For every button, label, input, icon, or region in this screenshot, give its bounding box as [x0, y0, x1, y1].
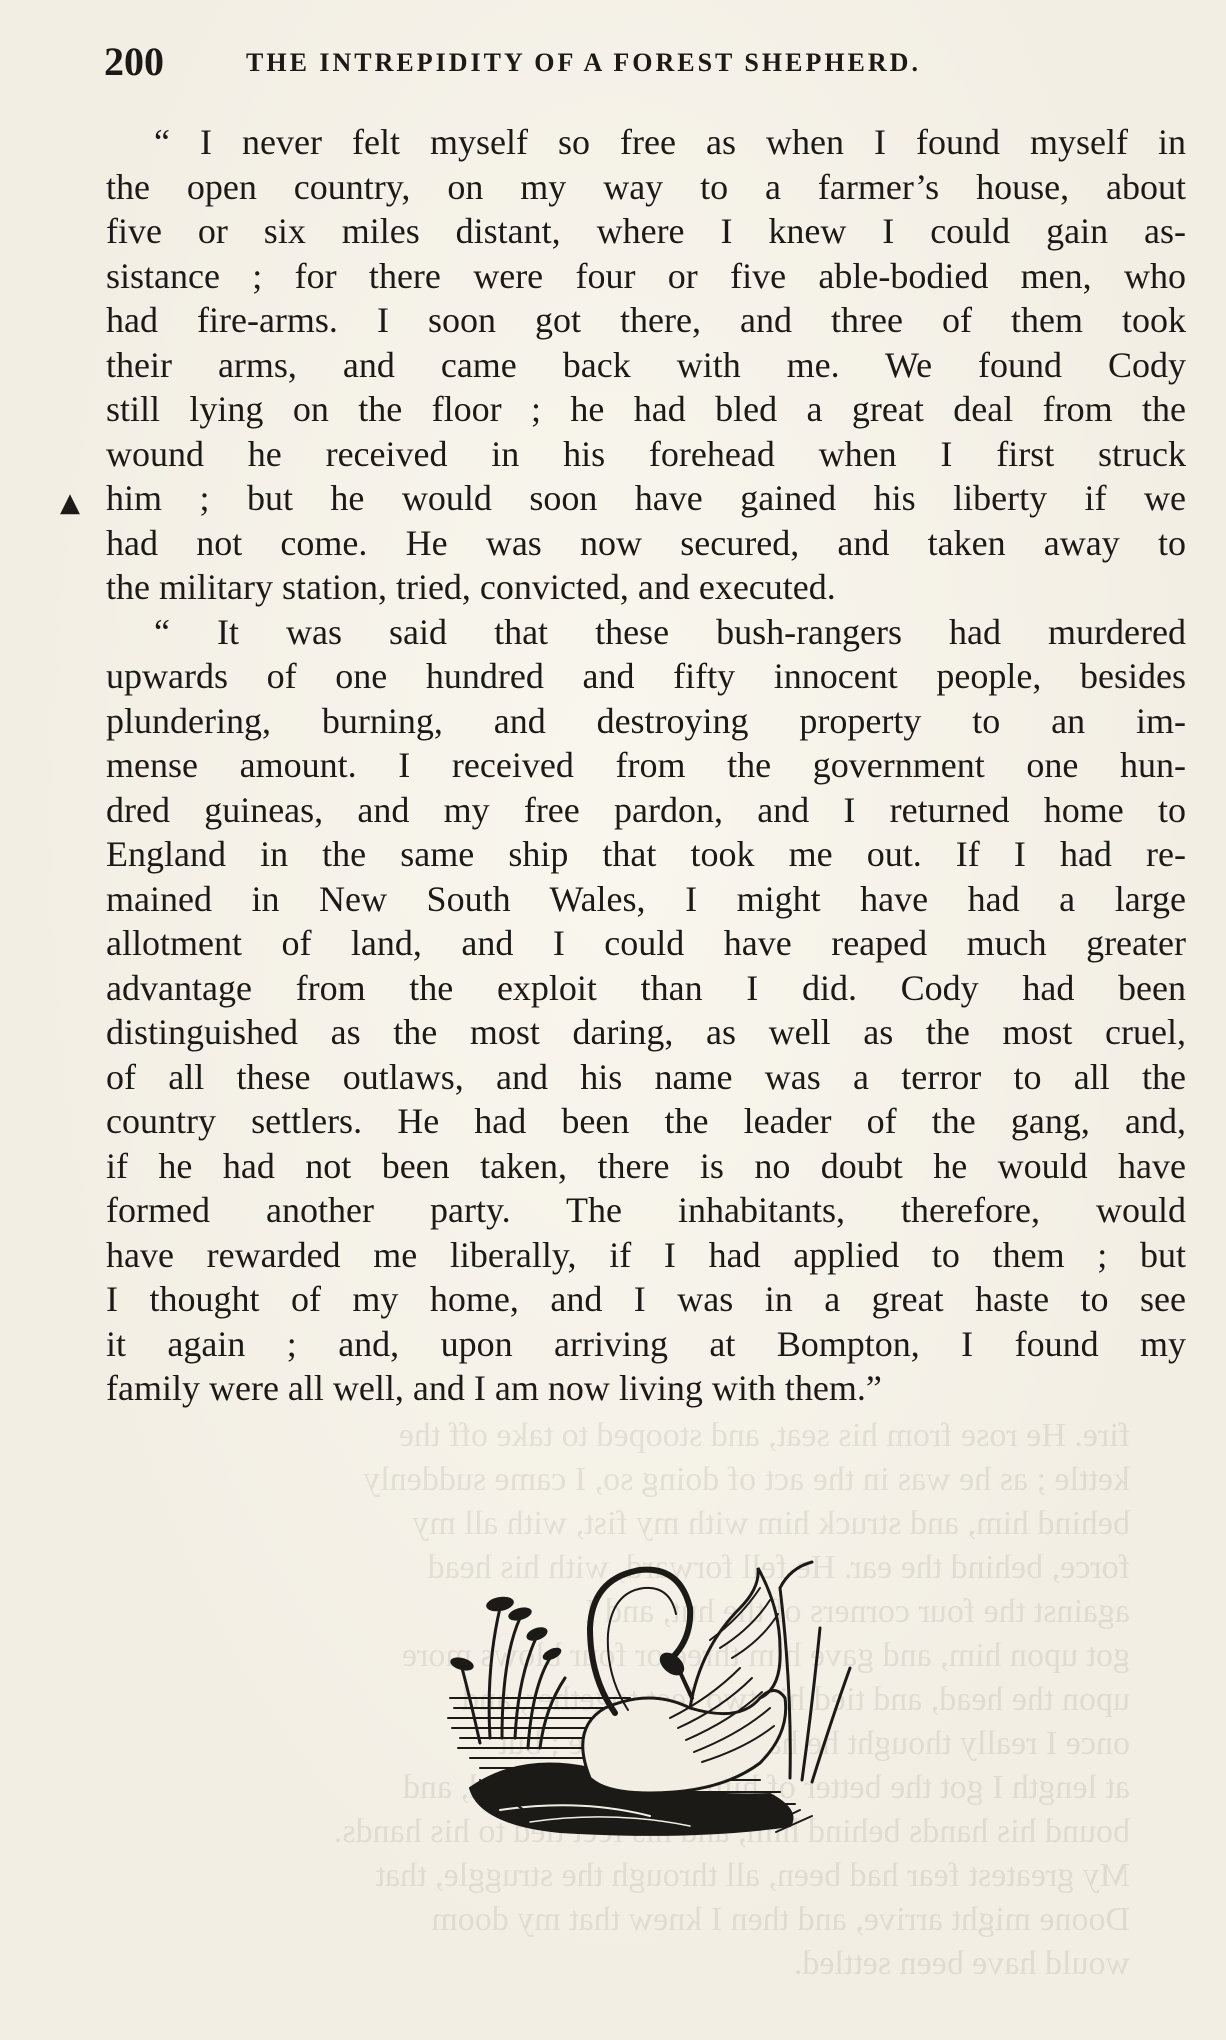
text-line: “ I never felt myself so free as when I found myself in [154, 122, 1186, 162]
text-line: had fire-arms. I soon got there, and three of them took [106, 300, 1186, 340]
show-through-line: once I really thought he had mastered me ; but [498, 1725, 1130, 1762]
show-through-line: at length I got the better of him, and cut my cord, and [402, 1769, 1130, 1806]
show-through-line: force, behind the ear. He fell forward, with his head [427, 1549, 1130, 1586]
show-through-line: upon the head, and tied his two feet together, and [461, 1681, 1130, 1718]
show-through-line: kettle ; as he was in the act of doing so, I came suddenly [363, 1461, 1130, 1498]
swan-neck [590, 1570, 690, 1713]
text-line-last: family were all well, and I am now living with them.” [106, 1368, 882, 1408]
text-line: wound he received in his forehead when I first struck [106, 433, 1186, 474]
show-through-line: got upon him, and gave him three or four blows more [401, 1637, 1130, 1674]
page-number: 200 [104, 39, 164, 84]
text-line: five or six miles distant, where I knew I could gain as- [106, 211, 1186, 251]
running-head [104, 38, 1124, 88]
running-head-title: THE INTREPIDITY OF A FOREST SHEPHERD. [246, 48, 921, 77]
text-line: had not come. He was now secured, and taken away to [106, 522, 1186, 563]
text-line: “ It was said that these bush-rangers had murdered [154, 611, 1186, 652]
text-line: the open country, on my way to a farmer’s house, about [106, 166, 1186, 207]
show-through-line: behind him, and struck him with my fist, with all my [412, 1505, 1130, 1542]
show-through-line: fire. He rose from his seat, and stooped to take off the [398, 1417, 1130, 1454]
text-line: him ; but he would soon have gained his liberty if we [106, 478, 1186, 518]
text-line: allotment of land, and I could have reaped much greater [106, 923, 1186, 963]
text-line: upwards of one hundred and fifty innocent people, besides [106, 656, 1186, 696]
text-line: distinguished as the most daring, as well as the most cruel, [106, 1012, 1186, 1052]
swan-woodcut-illustration [440, 1548, 870, 1848]
text-line: sistance ; for there were four or five able-bodied men, who [106, 255, 1186, 296]
show-through-line: Doone might arrive, and then I knew that my doom [431, 1901, 1130, 1938]
text-line: dred guineas, and my free pardon, and I returned home to [106, 789, 1186, 830]
reeds-right [780, 1562, 850, 1782]
text-line: still lying on the floor ; he had bled a great deal from the [106, 389, 1186, 429]
margin-mark: ▲ [60, 488, 80, 518]
show-through-line: would have been settled. [793, 1945, 1130, 1982]
text-line: have rewarded me liberally, if I had applied to them ; but [106, 1234, 1186, 1275]
text-line: plundering, burning, and destroying property to an im- [106, 700, 1186, 741]
body-text [106, 120, 1186, 1411]
text-line: mense amount. I received from the government one hun- [106, 745, 1186, 785]
show-through-line: against the four corners of the hut, and I [585, 1593, 1130, 1630]
text-line: of all these outlaws, and his name was a terror to all the [106, 1056, 1186, 1097]
text-line: England in the same ship that took me out. If I had re- [106, 834, 1186, 874]
text-line: country settlers. He had been the leader of the gang, and, [106, 1101, 1186, 1141]
text-line: mained in New South Wales, I might have had a large [106, 878, 1186, 919]
text-line: if he had not been taken, there is no doubt he would have [106, 1145, 1186, 1186]
show-through-line: bound his hands behind him, tied to his hands. [333, 1813, 1130, 1850]
text-line: it again ; and, upon arriving at Bompton, I found my [106, 1323, 1186, 1364]
text-line-last: the military station, tried, convicted, and executed. [106, 567, 836, 607]
text-line: advantage from the exploit than I did. Cody had been [106, 967, 1186, 1008]
text-line: their arms, and came back with me. We found Cody [106, 344, 1186, 385]
show-through-line: My greatest fear had been, all through the struggle, that [375, 1857, 1130, 1894]
text-line: formed another party. The inhabitants, therefore, would [106, 1190, 1186, 1230]
text-line: I thought of my home, and I was in a great haste to see [106, 1279, 1186, 1319]
